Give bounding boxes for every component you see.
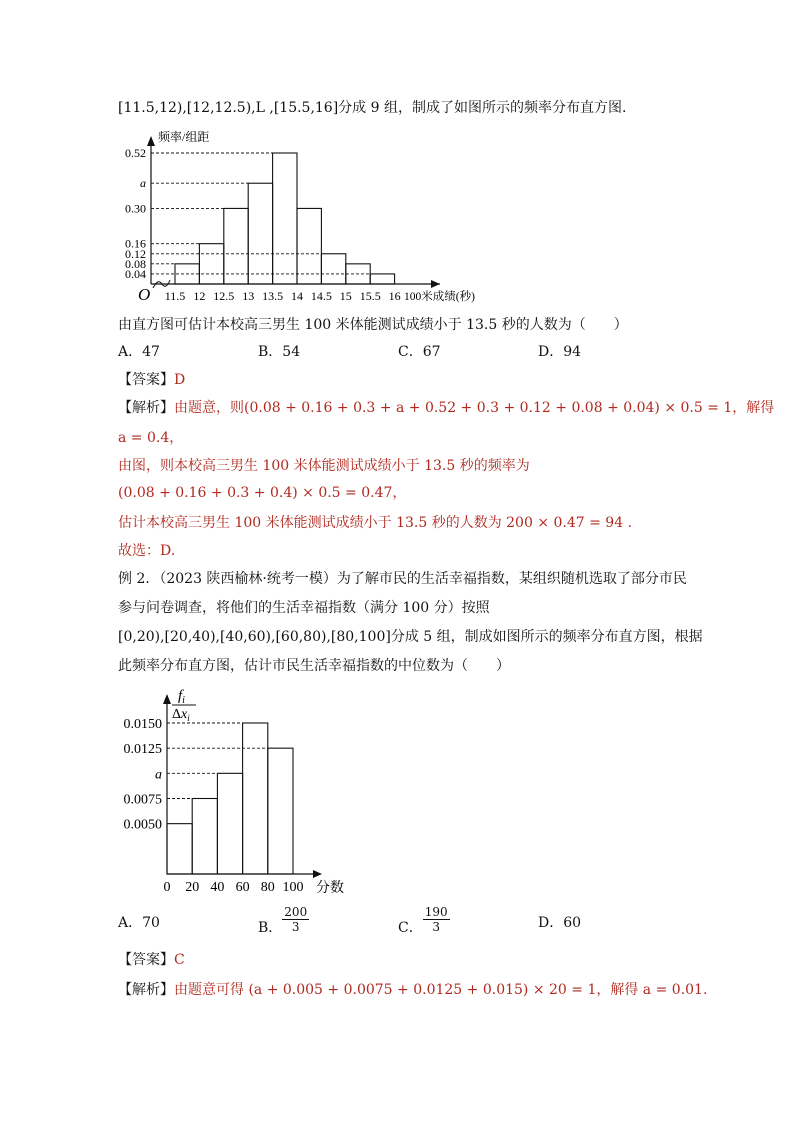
x-tick-label: 0 (163, 880, 171, 895)
histogram-bar (217, 773, 242, 874)
q2-option-b (258, 905, 309, 934)
q1-answer (118, 370, 185, 390)
q2-option-c-prefix: C． (398, 919, 423, 936)
x-axis-arrow (431, 280, 440, 288)
x-tick-label: 20 (185, 880, 200, 895)
x-tick-label: 80 (260, 880, 275, 895)
q2-option-b-fraction (282, 905, 309, 934)
analysis-label: 【解析】 (118, 400, 174, 416)
histogram-bar (167, 824, 192, 874)
y-tick-label: 0.0075 (123, 792, 162, 808)
x-tick-label: 40 (210, 880, 225, 895)
x-tick-label: 12 (193, 289, 206, 303)
fraction-denominator: 3 (432, 920, 440, 934)
y-tick-label: 0.0150 (123, 717, 162, 732)
q2-line-2: 参与问卷调查，将他们的生活幸福指数（满分 100 分）按照 (118, 600, 490, 616)
answer-value: D (174, 372, 186, 388)
axis-break-mark (153, 280, 170, 288)
q1-option-c: C．67 (398, 344, 441, 360)
y-tick-label: a (155, 767, 162, 783)
origin-label: O (138, 285, 151, 304)
histogram-bar (248, 183, 272, 284)
q1-analysis-5: 估计本校高三男生 100 米体能测试成绩小于 13.5 秒的人数为 200 × 0.47 = 94 . (118, 515, 633, 531)
q2-options (118, 905, 678, 941)
y-axis-arrow (147, 136, 155, 146)
x-tick-label: 11.5 (164, 289, 186, 303)
histogram-bar (224, 208, 248, 284)
answer-label: 【答案】 (118, 372, 174, 388)
x-tick-label: 14.5 (310, 289, 332, 303)
analysis-label: 【解析】 (118, 982, 174, 998)
y-tick-label: 0.16 (125, 236, 146, 251)
histogram-bar (199, 244, 223, 284)
x-tick-label: 13 (242, 289, 255, 303)
y-tick-label: a (140, 176, 146, 191)
x-tick-label: 15 (339, 289, 352, 303)
symbol: x (181, 707, 188, 722)
q2-line-4: 此频率分布直方图，估计市民生活幸福指数的中位数为（ ） (118, 658, 510, 674)
answer-label: 【答案】 (118, 952, 174, 968)
q2-option-d: D．60 (538, 915, 582, 931)
histogram-bar (346, 264, 370, 284)
q2-answer (118, 950, 185, 970)
x-tick-label: 12.5 (213, 289, 235, 303)
q2-option-b-prefix: B． (258, 919, 283, 936)
q1-option-a: A．47 (118, 344, 160, 360)
q1-conclusion: 故选：D. (118, 543, 176, 559)
histogram-bar (273, 153, 297, 284)
q1-option-d: D．94 (538, 344, 582, 360)
q1-options (118, 342, 678, 362)
q1-question: 由直方图可估计本校高三男生 100 米体能测试成绩小于 13.5 秒的人数为（ ） (118, 317, 628, 333)
histogram-bar (370, 274, 394, 284)
histogram-bar (175, 264, 199, 284)
analysis-text: 由题意，则(0.08 + 0.16 + 0.3 + a + 0.52 + 0.3 + 0.12 + 0.08 + 0.04) × 0.5 = 1，解得 (174, 400, 775, 416)
x-axis-arrow (313, 870, 322, 878)
y-axis-label: 频率/组距 (158, 130, 210, 144)
q2-option-c (398, 905, 450, 934)
q2-line-1: 例 2．（2023 陕西榆林·统考一模）为了解市民的生活幸福指数，某组织随机选取了部分市民 (118, 571, 687, 587)
fraction-denominator: 3 (291, 920, 300, 934)
x-axis-label: 分数 (316, 881, 344, 896)
q1-analysis-4: (0.08 + 0.16 + 0.3 + 0.4) × 0.5 = 0.47， (118, 485, 407, 501)
q1-analysis-1 (118, 398, 774, 418)
y-axis-label-denominator: $\Delta x_i$ (172, 707, 190, 723)
q1-analysis-3: 由图，则本校高三男生 100 米体能测试成绩小于 13.5 秒的频率为 (118, 458, 530, 474)
y-tick-label: 0.30 (125, 201, 146, 216)
histogram-bar (268, 748, 293, 874)
y-tick-label: 0.0125 (123, 742, 162, 758)
x-axis-label: 100米成绩(秒) (404, 291, 475, 303)
q1-intro: [11.5,12),[12,12.5),L ,[15.5,16]分成 9 组，制成了如图所示的频率分布直方图. (118, 100, 627, 116)
subscript: i (182, 695, 185, 706)
fraction-numerator: 200 (284, 905, 308, 919)
x-tick-label: 60 (235, 880, 250, 895)
q2-option-c-fraction (423, 905, 450, 934)
subscript: i (187, 713, 190, 723)
x-tick-label: 16 (388, 289, 401, 303)
histogram-bar (243, 723, 268, 874)
y-tick-label: 0.12 (125, 246, 146, 261)
x-tick-label: 13.5 (262, 289, 284, 303)
x-tick-label: 100 (282, 880, 304, 895)
analysis-text: 由题意可得 (a + 0.005 + 0.0075 + 0.0125 + 0.015) × 20 = 1，解得 a = 0.01. (174, 982, 708, 998)
y-axis-arrow (163, 694, 171, 704)
histogram-bar (321, 254, 345, 284)
y-tick-label: 0.04 (125, 266, 146, 281)
fraction-numerator: 190 (424, 905, 448, 919)
answer-value: C (174, 952, 185, 968)
histogram-bar (192, 799, 217, 875)
q2-option-a: A．70 (118, 915, 160, 931)
y-axis-label-numerator: $f_i$ (178, 688, 185, 706)
q2-analysis-1 (118, 980, 707, 1000)
histogram-bar (297, 208, 321, 284)
y-tick-label: 0.0050 (123, 817, 162, 833)
y-tick-label: 0.52 (125, 146, 146, 160)
q1-option-b: B．54 (258, 344, 301, 360)
x-tick-label: 14 (291, 289, 303, 303)
x-tick-label: 15.5 (359, 289, 381, 303)
y-tick-label: 0.08 (125, 256, 146, 271)
q2-line-3: [0,20),[20,40),[40,60),[60,80),[80,100]分成 5 组，制成如图所示的频率分布直方图，根据 (118, 629, 703, 645)
q1-analysis-2: a = 0.4， (118, 430, 184, 446)
